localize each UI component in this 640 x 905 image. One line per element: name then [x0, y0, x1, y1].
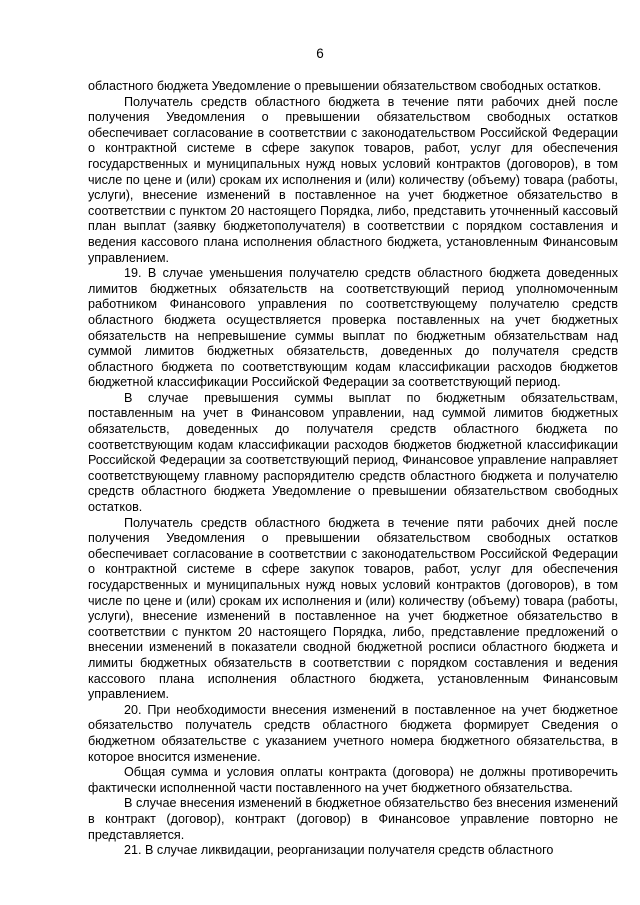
paragraph-recipient-actions-2: Получатель средств областного бюджета в течение пяти рабочих дней после получения Уведомления о превышении обязательством свободных остатков обеспечивает согласование в соответствии с законодательством Российской Федерации о контрактной системе в сфере закупок товаров, работ, услуг для обеспечения государственных и муниципальных нужд новых условий контрактов (договоров), в том числе по цене и (или) срокам их исполнения и (или) количеству (объему) товара (работы, услуги), внесение изменений в поставленное на учет бюджетное обязательство в соответствии с пунктом 20 настоящего Порядка, либо, представление предложений о внесении изменений в показатели сводной бюджетной росписи областного бюджета и лимиты бюджетных обязательств в соответствии с порядком составления и ведения кассового плана исполнения областного бюджета, установленным Финансовым управлением. [88, 515, 618, 702]
paragraph-clause-20: 20. При необходимости внесения изменений в поставленное на учет бюджетное обязательство получатель средств областного бюджета формирует Сведения о бюджетном обязательстве с указанием учетного номера бюджетного обязательства, в которое вносится изменение. [88, 702, 618, 764]
document-body [88, 79, 618, 859]
page-number: 6 [316, 46, 324, 61]
paragraph-contract-terms: Общая сумма и условия оплаты контракта (договора) не должны противоречить фактически исполненной части поставленного на учет бюджетного обязательства. [88, 765, 618, 795]
paragraph-excess-case: В случае превышения суммы выплат по бюджетным обязательствам, поставленным на учет в Финансовом управлении, над суммой лимитов бюджетных обязательств, доведенных до получателя средств областного бюджета по соответствующим кодам классификации расходов бюджетов бюджетной классификации Российской Федерации за соответствующий период, Финансовое управление направляет соответствующему главному распорядителю средств областного бюджета и получателю средств областного бюджета Уведомление о превышении обязательством свободных остатков. [88, 390, 618, 515]
paragraph-continuation: областного бюджета Уведомление о превышении обязательством свободных остатков. [88, 79, 602, 93]
paragraph-clause-19: 19. В случае уменьшения получателю средств областного бюджета доведенных лимитов бюджетных обязательств на соответствующий период уполномоченным работником Финансового управления по соответствующему получателю средств областного бюджета осуществляется проверка поставленных на учет бюджетных обязательств на непревышение суммы выплат по бюджетным обязательствам над суммой лимитов бюджетных обязательств, доведенных до получателя средств областного бюджета по соответствующим кодам классификации расходов бюджетов бюджетной классификации Российской Федерации за соответствующий период. [88, 266, 618, 390]
paragraph-no-resubmission: В случае внесения изменений в бюджетное обязательство без внесения изменений в контракт (договор), контракт (договор) в Финансовое управление повторно не представляется. [88, 796, 618, 842]
paragraph-clause-21: 21. В случае ликвидации, реорганизации получателя средств областного [124, 843, 554, 858]
paragraph-recipient-actions: Получатель средств областного бюджета в течение пяти рабочих дней после получения Уведомления о превышении обязательством свободных остатков обеспечивает согласование в соответствии с законодательством Российской Федерации о контрактной системе в сфере закупок товаров, работ, услуг для обеспечения государственных и муниципальных нужд новых условий контрактов (договоров), в том числе по цене и (или) срокам их исполнения и (или) количеству (объему) товара (работы, услуги), внесение изменений в поставленное на учет бюджетное обязательство в соответствии с пунктом 20 настоящего Порядка, либо, представить уточненный кассовый план выплат (заявку бюджетополучателя) в соответствии с порядком составления и ведения кассового плана исполнения областного бюджета, установленным Финансовым управлением. [88, 94, 618, 265]
